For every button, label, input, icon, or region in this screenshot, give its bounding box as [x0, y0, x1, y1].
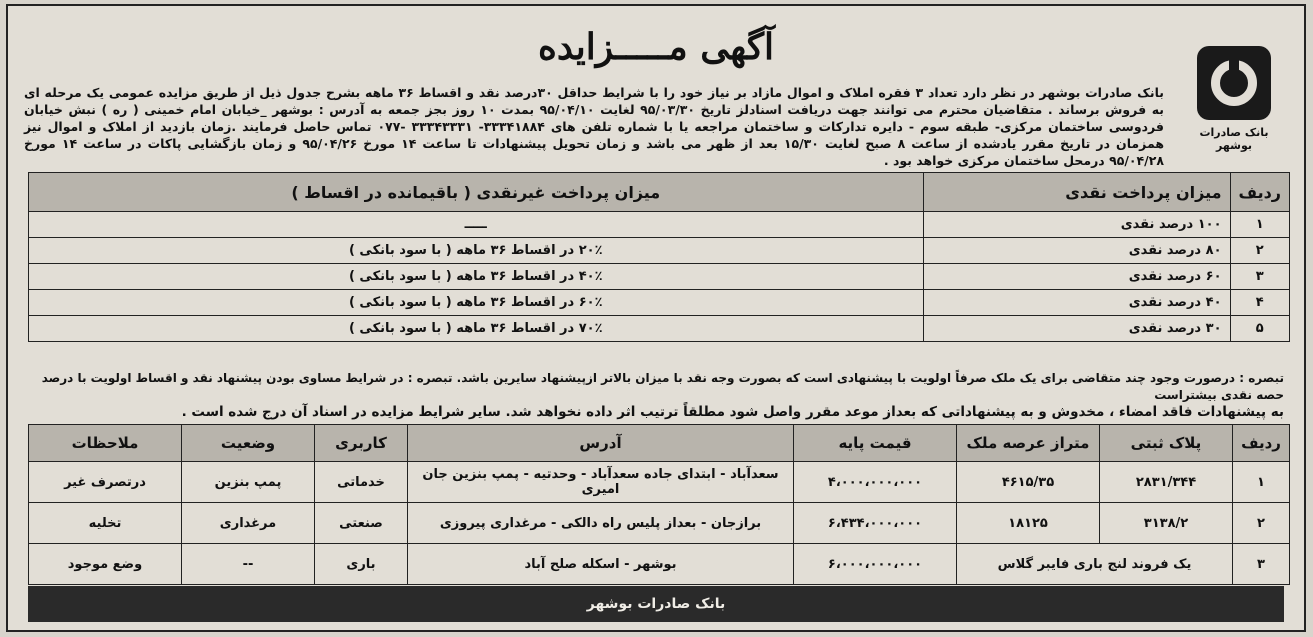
- cell-plate: ۳۱۳۸/۲: [1100, 503, 1233, 544]
- table-header-row: [29, 425, 1290, 462]
- cell-cash: ۶۰ درصد نقدی: [923, 264, 1230, 290]
- logo-caption: بانک صادرات بوشهر: [1199, 126, 1269, 152]
- cell-notes: تخلیه: [29, 503, 182, 544]
- header-area: متراز عرصه ملک: [957, 425, 1100, 462]
- notice-title: آگهی مـــــزایده: [538, 26, 774, 68]
- header-row-number: ردیف: [1233, 425, 1290, 462]
- auction-notice: [6, 4, 1306, 632]
- cell-status: --: [182, 544, 315, 585]
- intro-paragraph: بانک صادرات بوشهر در نظر دارد تعداد ۳ فقره املاک و اموال مازاد بر نیاز خود را با شرایط حداقل ۳۰درصد نقد و اقساط ۳۶ ماهه بشرح جدول ذیل از طریق مزایده عمومی یک مرحله ای به فروش برساند . متقاضیان محترم می توانند جهت دریافت اسنادلز تاریخ ۹۵/۰۳/۳۰ لغایت ۹۵/۰۴/۱۰ بمدت ۱۰ روز بجز جمعه به آدرس : بوشهر _خیابان امام خمینی ( ره ) نبش خیابان فردوسی ساختمان مرکزی- طبقه سوم - دایره تدارکات و ساختمان مراجعه یا با شماره تلفن های ۳۳۳۴۱۸۸۴- ۳۳۳۴۳۳۳۱ -۰۷۷ تماس حاصل فرمایند .زمان بازدید از املاک و اموال نیز همزمان در تاریخ مقرر یادشده از ساعت ۸ صبح لغایت ۱۵/۳۰ بعد از ظهر می باشد و زمان تحویل پیشنهادات تا ساعت ۱۴ مورخ ۹۵/۰۴/۲۶ و زمان بازگشایی پاکات در ساعت ۱۴ مورخ ۹۵/۰۴/۲۸ درمحل ساختمان مرکزی خواهد بود .: [24, 85, 1164, 168]
- cell-address: برازجان - بعداز پلیس راه دالکی - مرغداری پیروزی: [408, 503, 794, 544]
- payment-terms-table: [28, 172, 1290, 342]
- cell-usage: خدماتی: [315, 462, 408, 503]
- cell-noncash: ـــــ: [29, 212, 924, 238]
- header-cash: میزان پرداخت نقدی: [923, 173, 1230, 212]
- notes-block: [28, 370, 1284, 421]
- header-row-number: ردیف: [1230, 173, 1289, 212]
- cell-row: ۱: [1233, 462, 1290, 503]
- cell-status: مرغداری: [182, 503, 315, 544]
- table-row: [29, 212, 1290, 238]
- header-notes: ملاحظات: [29, 425, 182, 462]
- note-line-1: تبصره : درصورت وجود چند متقاضی برای یک ملک صرفاً اولویت با پیشنهادی است که بصورت وجه نقد با میزان بالاتر ازپیشنهاد سایرین باشد. تبصره : در شرایط مساوی بودن پیشنهاد نقد و اقساط اولویت با درصد حصه نقدی بیشتراست: [41, 371, 1284, 402]
- header-address: آدرس: [408, 425, 794, 462]
- cell-row: ۲: [1230, 238, 1289, 264]
- cell-plate: ۲۸۳۱/۳۴۴: [1100, 462, 1233, 503]
- header-noncash: میزان پرداخت غیرنقدی ( باقیمانده در اقساط ): [29, 173, 924, 212]
- header-plate: پلاک ثبتی: [1100, 425, 1233, 462]
- cell-row: ۱: [1230, 212, 1289, 238]
- cell-notes: وضع موجود: [29, 544, 182, 585]
- cell-notes: درتصرف غیر: [29, 462, 182, 503]
- table-row: [29, 462, 1290, 503]
- table-row: [29, 290, 1290, 316]
- table-row: [29, 264, 1290, 290]
- header-status: وضعیت: [182, 425, 315, 462]
- cell-area: ۱۸۱۲۵: [957, 503, 1100, 544]
- cell-plate: یک فروند لنج باری فایبر گلاس: [957, 544, 1233, 585]
- cell-row: ۴: [1230, 290, 1289, 316]
- cell-address: بوشهر - اسکله صلح آباد: [408, 544, 794, 585]
- cell-noncash: ۴۰٪ در اقساط ۳۶ ماهه ( با سود بانکی ): [29, 264, 924, 290]
- table-row: [29, 316, 1290, 342]
- cell-price: ۶،۰۰۰،۰۰۰،۰۰۰: [794, 544, 957, 585]
- table-header-row: [29, 173, 1290, 212]
- cell-status: پمپ بنزین: [182, 462, 315, 503]
- header-price: قیمت پایه: [794, 425, 957, 462]
- table-row: [29, 544, 1290, 585]
- lots-table: [28, 424, 1290, 585]
- cell-address: سعدآباد - ابتدای جاده سعدآباد - وحدتیه - پمپ بنزین جان امیری: [408, 462, 794, 503]
- table-row: [29, 238, 1290, 264]
- cell-noncash: ۶۰٪ در اقساط ۳۶ ماهه ( با سود بانکی ): [29, 290, 924, 316]
- table-row: [29, 503, 1290, 544]
- cell-usage: صنعتی: [315, 503, 408, 544]
- cell-cash: ۸۰ درصد نقدی: [923, 238, 1230, 264]
- cell-cash: ۳۰ درصد نقدی: [923, 316, 1230, 342]
- cell-noncash: ۷۰٪ در اقساط ۳۶ ماهه ( با سود بانکی ): [29, 316, 924, 342]
- cell-cash: ۱۰۰ درصد نقدی: [923, 212, 1230, 238]
- cell-row: ۲: [1233, 503, 1290, 544]
- cell-area: ۴۶۱۵/۳۵: [957, 462, 1100, 503]
- cell-usage: باری: [315, 544, 408, 585]
- footer-banner: بانک صادرات بوشهر: [28, 586, 1284, 622]
- note-line-2: به پیشنهادات فاقد امضاء ، مخدوش و به پیشنهاداتی که بعداز موعد مقرر واصل شود مطلقاً ترتیب اثر داده نخواهد شد. سایر شرایط مزایده در اسناد آن درج شده است .: [181, 404, 1284, 420]
- cell-row: ۵: [1230, 316, 1289, 342]
- header-usage: کاربری: [315, 425, 408, 462]
- cell-noncash: ۲۰٪ در اقساط ۳۶ ماهه ( با سود بانکی ): [29, 238, 924, 264]
- cell-row: ۳: [1230, 264, 1289, 290]
- cell-price: ۶،۴۳۴،۰۰۰،۰۰۰: [794, 503, 957, 544]
- cell-row: ۳: [1233, 544, 1290, 585]
- cell-cash: ۴۰ درصد نقدی: [923, 290, 1230, 316]
- cell-price: ۴،۰۰۰،۰۰۰،۰۰۰: [794, 462, 957, 503]
